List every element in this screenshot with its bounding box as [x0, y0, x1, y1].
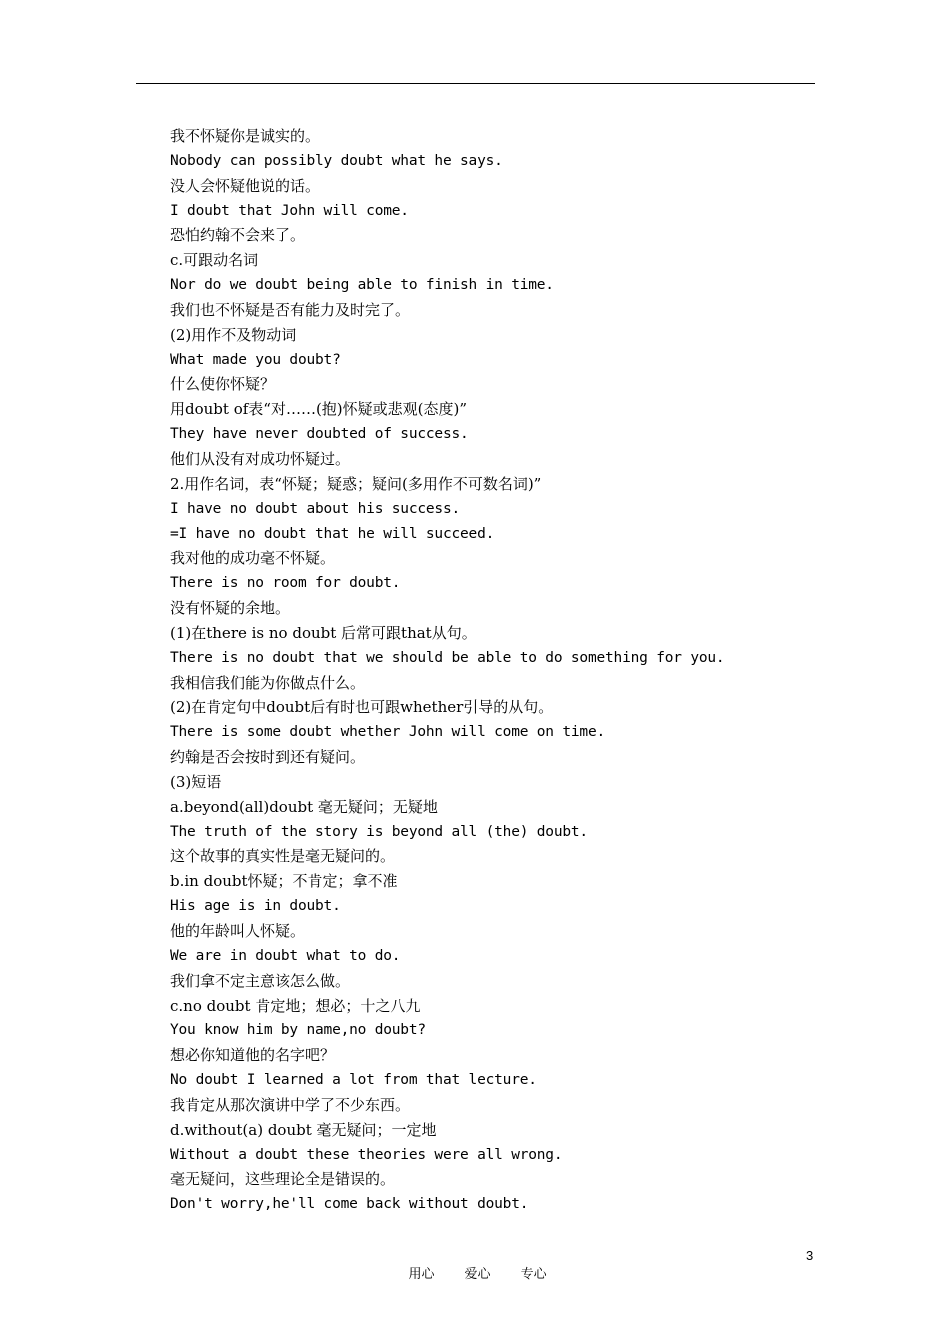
text-line-chinese: 我们拿不定主意该怎么做。: [170, 971, 351, 990]
text-line-chinese: 2.用作名词，表“怀疑；疑惑；疑问(多用作不可数名词)”: [170, 474, 542, 493]
text-line-chinese: 他们从没有对成功怀疑过。: [170, 449, 351, 468]
text-line-chinese: 想必你知道他的名字吧？: [170, 1046, 336, 1065]
footer-motto: [392, 1248, 577, 1297]
text-line-chinese: (2)用作不及物动词: [170, 325, 297, 344]
text-line-english: =I have no doubt that he will succeed.: [170, 525, 495, 542]
text-line-chinese: 毫无疑问，这些理论全是错误的。: [170, 1170, 396, 1189]
text-line-chinese: 恐怕约翰不会来了。: [170, 226, 306, 245]
text-line-english: Don't worry,he'll come back without doubt.: [170, 1196, 529, 1213]
text-line-english: You know him by name,no doubt?: [170, 1022, 426, 1039]
document-body: [170, 124, 810, 1217]
text-line-chinese: 我们也不怀疑是否有能力及时完了。: [170, 300, 411, 319]
text-line-chinese: 我肯定从那次演讲中学了不少东西。: [170, 1095, 411, 1114]
text-line-chinese: 我相信我们能为你做点什么。: [170, 673, 366, 692]
text-line-english: There is no doubt that we should be able to do something for you.: [170, 649, 725, 666]
text-line-english: Nobody can possibly doubt what he says.: [170, 152, 503, 169]
text-line-chinese: 用doubt of表“对……(抱)怀疑或悲观(态度)”: [170, 400, 468, 419]
text-line-chinese: 我对他的成功毫不怀疑。: [170, 549, 336, 568]
text-line-chinese: c.no doubt 肯定地；想必；十之八九: [170, 996, 421, 1015]
text-line-chinese: 他的年龄叫人怀疑。: [170, 922, 306, 940]
text-line-english: The truth of the story is beyond all (the) doubt.: [170, 823, 588, 840]
text-line-chinese: 没有怀疑的余地。: [170, 599, 291, 618]
text-line-english: What made you doubt?: [170, 351, 341, 368]
text-line-english: I have no doubt about his success.: [170, 500, 461, 517]
text-line-english: They have never doubted of success.: [170, 426, 469, 443]
text-line-chinese: a.beyond(all)doubt 毫无疑问；无疑地: [170, 797, 438, 816]
text-line-chinese: 我不怀疑你是诚实的。: [170, 127, 321, 145]
text-line-chinese: 约翰是否会按时到还有疑问。: [170, 748, 366, 767]
text-line-english: His age is in doubt.: [170, 898, 341, 915]
text-line-english: There is no room for doubt.: [170, 575, 401, 592]
page-number: 3: [806, 1248, 814, 1263]
text-line-chinese: 没人会怀疑他说的话。: [170, 176, 321, 195]
footer-motto-word: 专心: [520, 1267, 547, 1282]
footer-motto-word: 用心: [408, 1267, 435, 1282]
text-line-chinese: (3)短语: [170, 772, 222, 791]
text-line-chinese: b.in doubt怀疑；不肯定；拿不准: [170, 872, 398, 891]
text-line-chinese: (1)在there is no doubt 后常可跟that从句。: [170, 623, 477, 642]
text-line-chinese: (2)在肯定句中doubt后有时也可跟whether引导的从句。: [170, 698, 554, 717]
text-line-english: There is some doubt whether John will come on time.: [170, 724, 606, 741]
footer-motto-word: 爱心: [464, 1267, 491, 1282]
text-line-chinese: 什么使你怀疑？: [170, 375, 276, 394]
text-line-chinese: d.without(a) doubt 毫无疑问；一定地: [170, 1120, 437, 1139]
text-line-english: I doubt that John will come.: [170, 202, 409, 219]
header-rule: [136, 83, 815, 84]
text-line-english: Nor do we doubt being able to finish in time.: [170, 277, 554, 294]
text-line-chinese: c.可跟动名词: [170, 251, 259, 270]
text-line-english: Without a doubt these theories were all wrong.: [170, 1146, 563, 1163]
text-line-english: No doubt I learned a lot from that lecture.: [170, 1072, 537, 1089]
text-line-english: We are in doubt what to do.: [170, 947, 401, 964]
text-line-chinese: 这个故事的真实性是毫无疑问的。: [170, 847, 396, 866]
